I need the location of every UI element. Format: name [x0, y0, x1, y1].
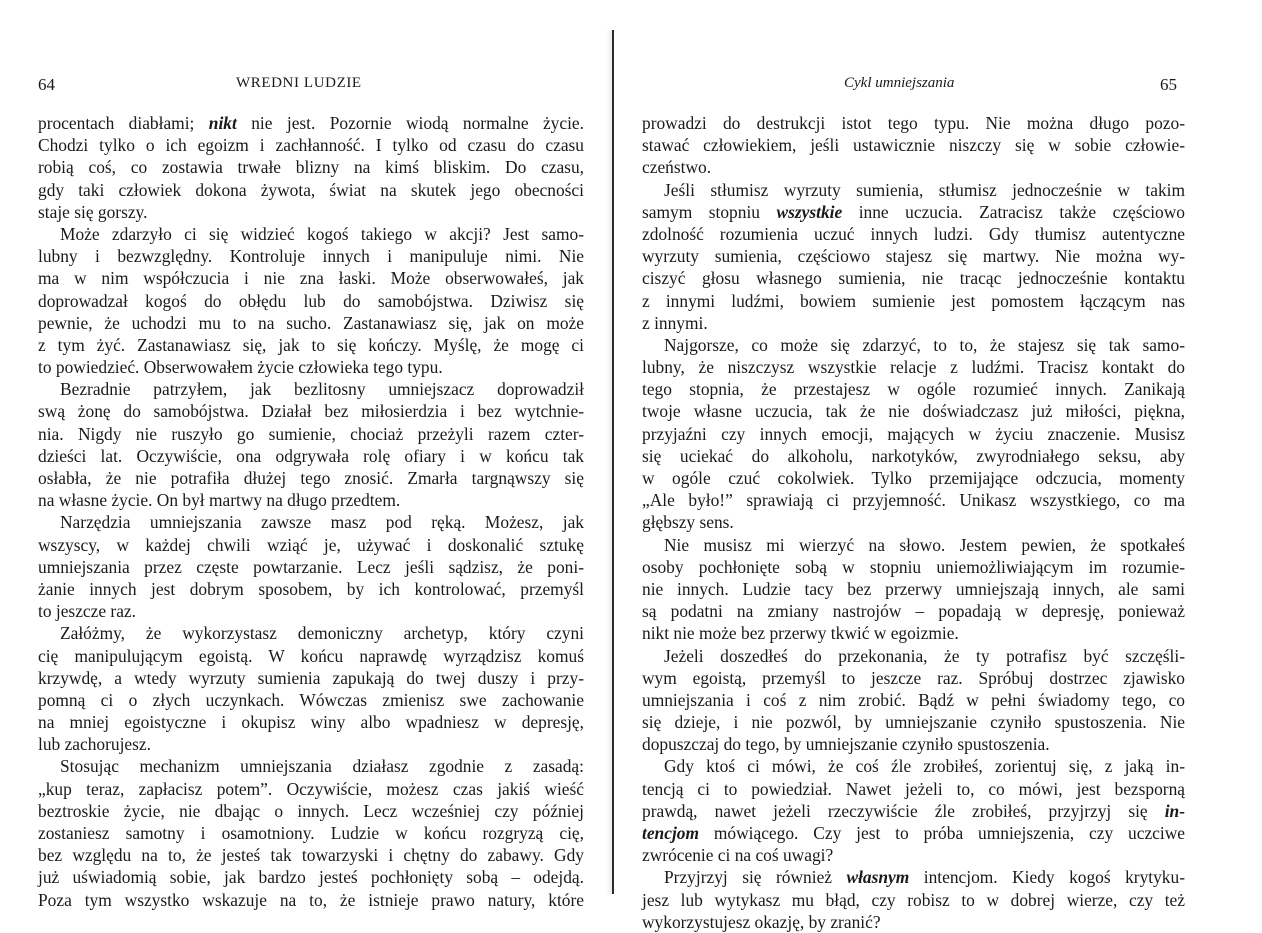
- text-line: „Ale było!” sprawiają ci przyjemność. Unikasz wszystkiego, co ma: [642, 490, 1185, 511]
- text-line: pewnie, że uchodzi mu to na sucho. Zastanawiasz się, jak on może: [38, 312, 584, 333]
- text-line: Poza tym wszystko wskazuje na to, że istnieje prawo natury, które: [38, 889, 584, 910]
- text-line: tencjom mówiącego. Czy jest to próba umniejszenia, czy uczciwe: [642, 823, 1185, 843]
- text-line: jesz lub wytykasz mu błąd, czy robisz to w dobrej wierze, czy też: [642, 889, 1185, 910]
- running-head-left: WREDNI LUDZIE: [236, 75, 362, 91]
- text-line: to jeszcze raz.: [38, 601, 136, 622]
- text-line: wym egoistą, przemyśl to jeszcze raz. Spróbuj dostrzec zjawisko: [642, 667, 1185, 688]
- text-line: Nie musisz mi wierzyć na słowo. Jestem pewien, że spotkałeś: [664, 534, 1185, 555]
- text-line: swą żonę do samobójstwa. Działał bez miłosierdzia i bez wytchnie-: [38, 401, 584, 422]
- text-line: w ogóle czuć cokolwiek. Tylko przemijające odczucia, momenty: [642, 468, 1185, 488]
- text-line: są podatni na zmiany nastrojów – popadają w depresję, ponieważ: [642, 601, 1185, 622]
- text-line: twoje własne uczucia, tak że nie doświadczasz już miłości, piękna,: [642, 401, 1185, 422]
- text-line: procentach diabłami; nikt nie jest. Pozornie wiodą normalne życie.: [38, 113, 584, 133]
- body-text-right: [642, 112, 1185, 933]
- text-line: pomną ci o złych uczynkach. Wówczas zmienisz swe zachowanie: [38, 689, 584, 710]
- text-line: robią coś, co zostawia trwałe blizny na kimś bliskim. Do czasu,: [38, 157, 584, 178]
- text-line: czeństwo.: [642, 157, 712, 178]
- text-line: Może zdarzyło ci się widzieć kogoś takiego w akcji? Jest samo-: [60, 223, 584, 244]
- emphasis-text: tencjom: [642, 823, 699, 843]
- emphasis-text: nikt: [208, 113, 237, 133]
- text-line: Załóżmy, że wykorzystasz demoniczny archetyp, który czyni: [60, 623, 584, 644]
- page-number-left: 64: [38, 75, 55, 94]
- text-line: wszyscy, w każdej chwili wziąć je, używać i doskonalić sztukę: [38, 534, 584, 555]
- text-line: „kup teraz, zapłacisz potem”. Oczywiście, możesz czas jakiś wieść: [38, 778, 584, 799]
- text-line: staje się gorszy.: [38, 201, 148, 222]
- text-line: ma w nim współczucia i nie zna łaski. Może obserwowałeś, jak: [38, 268, 584, 289]
- emphasis-text: wszystkie: [776, 201, 843, 222]
- text-line: bez względu na to, że jesteś tak towarzyski i chętny do zabawy. Gdy: [38, 845, 584, 866]
- text-line: wyrzuty sumienia, częściowo stajesz się martwy. Nie można wy-: [642, 246, 1185, 267]
- text-line: głębszy sens.: [642, 512, 734, 533]
- text-line: lubny, że niszczysz wszystkie relacje z ludźmi. Tracisz kontakt do: [642, 357, 1185, 378]
- text-line: umniejszania przez częste powtarzanie. Lecz jeśli sądzisz, że poni-: [38, 556, 584, 577]
- text-line: umniejszania i coś z nim zrobić. Bądź w pełni świadomy tego, co: [642, 689, 1185, 710]
- text-line: dzieści lat. Oczywiście, ona odgrywała rolę ofiary i w końcu tak: [38, 445, 584, 466]
- text-line: tencją ci to powiedział. Nawet jeżeli to, co mówi, jest bezsporną: [642, 778, 1185, 799]
- page-number-right: 65: [1160, 75, 1177, 94]
- text-line: zostaniesz samotny i osamotniony. Ludzie w końcu rozgryzą cię,: [38, 823, 584, 843]
- text-line: cię manipulującym egoistą. W końcu naprawdę wyrządzisz komuś: [38, 645, 584, 666]
- text-line: osoby pochłonięte sobą w stopniu uniemożliwiającym im rozumie-: [642, 556, 1185, 577]
- text-line: na własne życie. On był martwy na długo przedtem.: [38, 490, 401, 511]
- text-line: na mniej egoistyczne i okupisz winy albo wpadniesz w depresję,: [38, 712, 584, 733]
- text-line: stawać człowiekiem, jeśli ustawicznie niszczy się w sobie człowie-: [642, 135, 1185, 156]
- text-line: samym stopniu wszystkie inne uczucia. Zatracisz także częściowo: [642, 201, 1185, 222]
- left-page: [0, 0, 612, 910]
- text-line: ciszyć głosu własnego sumienia, nie tracąc jednocześnie kontaktu: [642, 268, 1185, 289]
- text-line: nikt nie może bez przerwy tkwić w egoizmie.: [642, 623, 959, 644]
- right-page: [612, 0, 1262, 932]
- text-line: doprowadzał kogoś do obłędu lub do samobójstwa. Dziwisz się: [38, 290, 584, 311]
- text-line: krzywdę, a wtedy wyrzuty sumienia zapukają do twej duszy i przy-: [38, 667, 584, 688]
- emphasis-text: własnym: [846, 867, 910, 888]
- text-line: Jeżeli doszedłeś do przekonania, że ty potrafisz być szczęśli-: [664, 645, 1185, 666]
- text-line: przyjaźni czy innych emocji, mających w życiu znaczenie. Musisz: [642, 423, 1185, 444]
- text-line: Najgorsze, co może się zdarzyć, to to, że stajesz się tak samo-: [664, 334, 1185, 355]
- running-head-right: Cykl umniejszania: [844, 75, 955, 91]
- text-line: nia. Nigdy nie ruszyło go sumienie, chociaż przeżyli razem czter-: [38, 423, 584, 444]
- text-line: zdolność rozumienia uczuć innych ludzi. Gdy tłumisz autentyczne: [642, 223, 1185, 244]
- text-line: nie innych. Ludzie tacy bez przerwy umniejszają innych, ale sami: [642, 578, 1185, 599]
- text-line: Gdy ktoś ci mówi, że coś źle zrobiłeś, zorientuj się, z jaką in-: [664, 756, 1185, 777]
- text-line: Jeśli stłumisz wyrzuty sumienia, stłumisz jednocześnie w takim: [664, 179, 1185, 200]
- text-line: się uciekać do alkoholu, narkotyków, zwyrodniałego seksu, aby: [642, 445, 1185, 466]
- text-line: żanie innych jest dobrym sposobem, by ich kontrolować, przemyśl: [38, 578, 584, 599]
- text-line: prowadzi do destrukcji istot tego typu. Nie można długo pozo-: [642, 113, 1185, 133]
- body-text-left: [38, 112, 584, 911]
- text-line: osłabła, że nie potrafiła dłużej tego znosić. Zmarła targnąwszy się: [38, 468, 584, 488]
- emphasis-text: in-: [1164, 800, 1185, 821]
- text-line: z innymi ludźmi, bowiem sumienie jest pomostem łączącym nas: [642, 290, 1185, 311]
- text-line: Stosując mechanizm umniejszania działasz zgodnie z zasadą:: [60, 756, 584, 777]
- text-line: Przyjrzyj się również własnym intencjom. Kiedy kogoś krytyku-: [664, 867, 1185, 888]
- text-line: lubny i bezwzględny. Kontroluje innych i manipuluje nimi. Nie: [38, 246, 584, 267]
- text-line: z innymi.: [642, 312, 708, 333]
- text-line: tego stopnia, że przestajesz w ogóle rozumieć innych. Zanikają: [642, 379, 1185, 400]
- text-line: beztroskie życie, nie dbając o innych. Lecz wcześniej czy później: [38, 800, 584, 821]
- text-line: prawdą, nawet jeżeli rzeczywiście źle zrobiłeś, przyjrzyj się in-: [642, 800, 1185, 821]
- text-line: Bezradnie patrzyłem, jak bezlitosny umniejszacz doprowadził: [60, 379, 584, 400]
- text-line: to powiedzieć. Obserwowałem życie człowieka tego typu.: [38, 357, 443, 378]
- text-line: dopuszczaj do tego, by umniejszanie czyniło spustoszenia.: [642, 734, 1050, 755]
- text-line: Narzędzia umniejszania zawsze masz pod ręką. Możesz, jak: [60, 512, 584, 533]
- text-line: gdy taki człowiek dokona żywota, świat na skutek jego obecności: [38, 179, 584, 200]
- text-line: z tym żyć. Zastanawiasz się, jak to się kończy. Myślę, że mogę ci: [38, 334, 584, 355]
- text-line: lub zachorujesz.: [38, 734, 151, 755]
- text-line: się dzieje, i nie pozwól, by umniejszanie czyniło spustoszenia. Nie: [642, 712, 1185, 733]
- text-line: zwrócenie ci na coś uwagi?: [642, 845, 834, 866]
- text-line: wykorzystujesz okazję, by zranić?: [642, 911, 881, 932]
- text-line: już uświadomią sobie, jak bardzo jesteś pochłonięty sobą – odejdą.: [38, 867, 584, 888]
- text-line: Chodzi tylko o ich egoizm i zachłanność. I tylko od czasu do czasu: [38, 135, 584, 156]
